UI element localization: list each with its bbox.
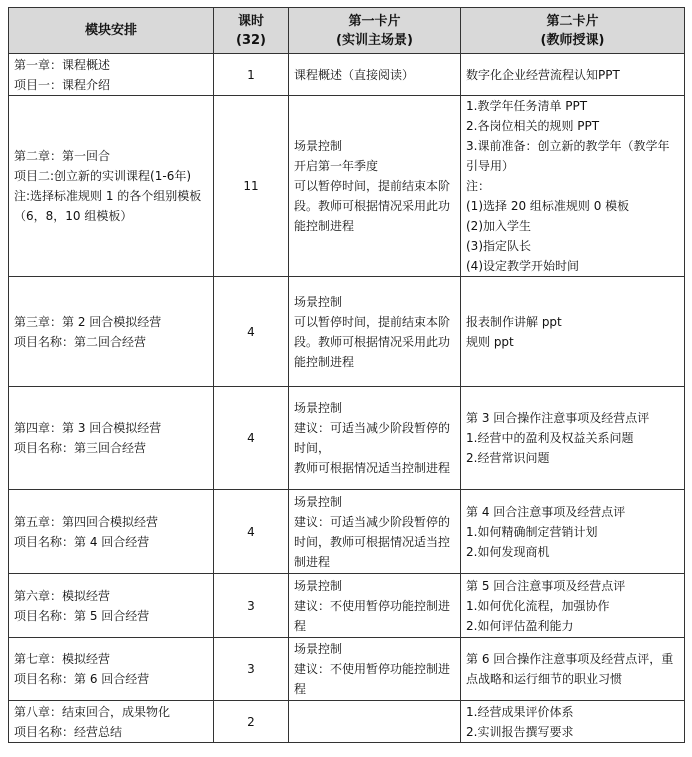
cell-hours-value: 3: [247, 598, 255, 613]
cell-card2-line: 1.经营成果评价体系: [466, 704, 574, 719]
cell-card1: [289, 701, 461, 743]
cell-card2: [461, 54, 685, 96]
cell-module-line: 第三章：第 2 回合模拟经营: [14, 314, 162, 329]
cell-module: [9, 387, 214, 490]
cell-module-line: 第四章：第 3 回合模拟经营: [14, 421, 162, 435]
cell-module-line: 第八章：结束回合，成果物化: [14, 704, 171, 719]
cell-card1-line: 场景控制: [294, 494, 343, 509]
cell-card2-line: 报表制作讲解 ppt: [466, 314, 562, 329]
cell-card1-line: 建议：可适当减少阶段暂停的时间，: [294, 421, 451, 455]
cell-hours-value: 2: [247, 714, 255, 729]
cell-card2-line: 第 4 回合注意事项及经营点评: [466, 504, 626, 519]
cell-card2-line: (1)选择 20 组标准规则 0 模板: [466, 199, 630, 213]
cell-module-line: 项目名称：第三回合经营: [14, 441, 147, 455]
cell-module: [9, 701, 214, 743]
cell-card1: [289, 96, 461, 277]
cell-card2-line: 2.如何评估盈利能力: [466, 618, 574, 633]
header-row: [9, 8, 685, 54]
cell-module-line: 项目名称：第 5 回合经营: [14, 608, 150, 623]
cell-card2-line: 第 5 回合注意事项及经营点评: [466, 578, 626, 593]
cell-module-line: 项目名称：第 4 回合经营: [14, 534, 150, 549]
cell-card1: [289, 54, 461, 96]
cell-card1-line: 可以暂停时间，提前结束本阶段。教师可根据情况采用此功能控制进程: [294, 314, 451, 369]
cell-card1-line: 场景控制: [294, 139, 343, 153]
table-row: [9, 638, 685, 701]
cell-module: [9, 490, 214, 574]
header-card1-line: 第一卡片: [348, 13, 401, 29]
cell-card2-line: 1.如何优化流程，加强协作: [466, 598, 610, 613]
cell-module-line: 项目名称：经营总结: [14, 724, 123, 739]
header-card2: [461, 8, 685, 54]
header-card1-line: (实训主场景): [336, 32, 413, 48]
header-module: [9, 8, 214, 54]
cell-module: [9, 277, 214, 387]
cell-hours: [214, 490, 289, 574]
cell-card2: [461, 701, 685, 743]
cell-card2-line: 2.各岗位相关的规则 PPT: [466, 119, 600, 133]
cell-hours: [214, 574, 289, 638]
cell-card2-line: 规则 ppt: [466, 334, 514, 349]
cell-card1: [289, 490, 461, 574]
cell-card2: [461, 574, 685, 638]
cell-card1-line: 场景控制: [294, 642, 343, 656]
cell-card2: [461, 387, 685, 490]
header-module-line: 模块安排: [84, 23, 137, 38]
cell-hours: [214, 701, 289, 743]
cell-card1-line: 建议：可适当减少阶段暂停的时间，教师可根据情况适当控制进程: [294, 514, 451, 569]
cell-card2-line: 1.如何精确制定营销计划: [466, 524, 598, 539]
course-schedule-table: [8, 7, 685, 743]
cell-hours-value: 11: [243, 179, 259, 193]
cell-card1: [289, 574, 461, 638]
cell-hours-value: 4: [247, 431, 255, 445]
cell-card1-line: 建议：不使用暂停功能控制进程: [294, 662, 451, 696]
table-row: [9, 277, 685, 387]
cell-card1-line: 场景控制: [294, 578, 343, 593]
cell-hours: [214, 96, 289, 277]
table-row: [9, 574, 685, 638]
table-row: [9, 490, 685, 574]
cell-card2-line: 第 3 回合操作注意事项及经营点评: [466, 411, 650, 425]
header-card2-line: (教师授课): [540, 32, 605, 48]
header-hours-line: 课时: [237, 13, 264, 29]
cell-module-line: 项目一：课程介绍: [14, 77, 111, 92]
cell-card2-line: 第 6 回合操作注意事项及经营点评，重点战略和运行细节的职业习惯: [466, 652, 674, 686]
cell-hours-value: 1: [247, 67, 255, 82]
cell-card1-line: 课程概述（直接阅读）: [294, 67, 415, 82]
header-card1: [289, 8, 461, 54]
cell-card2: [461, 638, 685, 701]
header-hours: [214, 8, 289, 54]
cell-card2-line: (2)加入学生: [466, 219, 531, 233]
cell-module-line: 第六章：模拟经营: [14, 588, 111, 603]
cell-card2-line: 数字化企业经营流程认知PPT: [466, 67, 620, 82]
cell-module-line: 注:选择标准规则 1 的各个组别模板（6，8，10 组模板）: [14, 189, 202, 223]
cell-card2: [461, 96, 685, 277]
cell-hours: [214, 277, 289, 387]
table-row: [9, 701, 685, 743]
cell-hours: [214, 638, 289, 701]
table-header: [9, 8, 685, 54]
cell-card1-line: 开启第一年季度: [294, 159, 379, 173]
table-body: [9, 54, 685, 743]
cell-card1-line: 教师可根据情况适当控制进程: [294, 461, 451, 475]
cell-module-line: 第七章：模拟经营: [14, 652, 111, 666]
cell-card2: [461, 490, 685, 574]
cell-hours-value: 4: [247, 524, 255, 539]
cell-module-line: 第二章：第一回合: [14, 149, 111, 163]
cell-module: [9, 574, 214, 638]
cell-card2-line: (3)指定队长: [466, 239, 531, 253]
cell-card1-line: 场景控制: [294, 294, 343, 309]
cell-card2-line: 3.课前准备：创立新的教学年（教学年引导用）: [466, 139, 670, 173]
cell-card2-line: 1.教学年任务清单 PPT: [466, 99, 588, 113]
cell-card2-line: 注：: [466, 179, 491, 193]
table-row: [9, 54, 685, 96]
cell-module: [9, 638, 214, 701]
cell-card1-line: 场景控制: [294, 401, 343, 415]
cell-module-line: 第一章：课程概述: [14, 57, 111, 72]
cell-card1-line: 建议：不使用暂停功能控制进程: [294, 598, 451, 633]
cell-card2-line: 1.经营中的盈利及权益关系问题: [466, 431, 634, 445]
cell-card2-line: 2.经营常识问题: [466, 451, 550, 465]
cell-hours: [214, 387, 289, 490]
table-row: [9, 387, 685, 490]
header-card2-line: 第二卡片: [546, 13, 599, 29]
cell-module-line: 项目名称：第 6 回合经营: [14, 672, 150, 686]
cell-card2-line: 2.实训报告撰写要求: [466, 724, 574, 739]
table-row: [9, 96, 685, 277]
cell-module-line: 第五章：第四回合模拟经营: [14, 514, 159, 529]
cell-module-line: 项目二:创立新的实训课程(1-6年): [14, 169, 192, 183]
cell-module: [9, 96, 214, 277]
cell-module-line: 项目名称：第二回合经营: [14, 334, 147, 349]
cell-card2: [461, 277, 685, 387]
cell-card1-line: 可以暂停时间，提前结束本阶段。教师可根据情况采用此功能控制进程: [294, 179, 451, 233]
header-hours-line: (32): [236, 32, 266, 48]
cell-card2-line: (4)设定教学开始时间: [466, 259, 579, 273]
cell-card2-line: 2.如何发现商机: [466, 544, 550, 559]
cell-hours-value: 4: [247, 324, 255, 339]
cell-card1: [289, 638, 461, 701]
cell-hours: [214, 54, 289, 96]
cell-card1: [289, 387, 461, 490]
cell-hours-value: 3: [247, 662, 255, 676]
cell-module: [9, 54, 214, 96]
cell-card1: [289, 277, 461, 387]
